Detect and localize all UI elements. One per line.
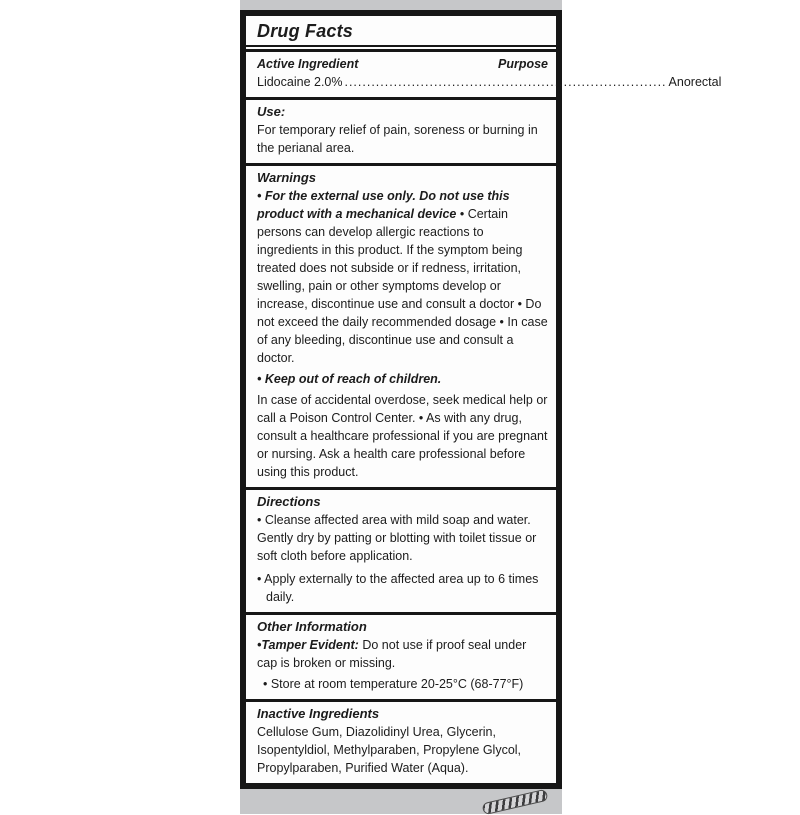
background-top-band	[240, 0, 562, 10]
active-ingredient-section	[246, 52, 722, 97]
warnings-paragraph-3: In case of accidental overdose, seek medical help or call a Poison Control Center. • As with any drug, consult a healthcare professional if you are pregnant or nursing. Ask a health care professional before using this product.	[257, 393, 548, 479]
directions-section	[246, 490, 556, 612]
inactive-ingredients-section	[246, 702, 556, 783]
other-information-section	[246, 615, 556, 699]
ingredient-name: Lidocaine 2.0%	[257, 75, 343, 89]
use-body: For temporary relief of pain, soreness or burning in the perianal area.	[257, 123, 538, 155]
warnings-heading: Warnings	[257, 170, 316, 185]
active-ingredient-heading: Active Ingredient	[257, 57, 359, 71]
other-information-heading: Other Information	[257, 619, 367, 634]
tamper-evident-label: •Tamper Evident:	[257, 638, 359, 652]
background-bottom-band	[240, 789, 562, 814]
use-heading: Use:	[257, 104, 286, 119]
drug-facts-panel	[240, 10, 722, 789]
purpose-value: Anorectal	[668, 75, 722, 89]
panel-title: Drug Facts	[246, 16, 556, 47]
storage-note: • Store at room temperature 20-25°C (68-77°F)	[263, 677, 524, 691]
directions-heading: Directions	[257, 494, 321, 509]
directions-item: • Apply externally to the affected area up to 6 times daily.	[257, 572, 539, 604]
purpose-heading: Purpose	[497, 57, 548, 71]
striped-coil-object	[481, 789, 548, 815]
label-column	[240, 0, 722, 814]
active-ingredient-row	[257, 73, 722, 91]
inactive-ingredients-heading: Inactive Ingredients	[257, 706, 380, 721]
warnings-keep-out-of-reach: • Keep out of reach of children.	[257, 372, 442, 386]
active-ingredient-headings	[257, 55, 548, 73]
use-section	[246, 100, 556, 163]
tamper-evident-note	[257, 636, 548, 672]
warnings-section	[246, 166, 556, 487]
warnings-body-text: • Certain persons can develop allergic reactions to ingredients in this product. If the symptom being treated does not subside or if redness, irritation, swelling, pain or other symptoms develop or increase, discontinue use and consult a doctor • Do not exceed the daily recommended dosage • In case of any bleeding, discontinue use and consult a doctor.	[257, 207, 548, 365]
inactive-ingredients-list: Cellulose Gum, Diazolidinyl Urea, Glycerin, Isopentyldiol, Methylparaben, Propylene Glycol, Propylparaben, Purified Water (Aqua).	[257, 725, 522, 775]
directions-item: • Cleanse affected area with mild soap and water. Gently dry by patting or blotting with toilet tissue or soft cloth before application.	[257, 513, 537, 563]
warnings-bold-lead: • For the external use only. Do not use this product with a mechanical device	[257, 189, 510, 221]
tamper-evident-text: Do not use if proof seal under cap is broken or missing.	[257, 638, 527, 670]
warnings-paragraph-1	[257, 187, 548, 367]
dot-leader: ........................................................................	[344, 75, 667, 89]
